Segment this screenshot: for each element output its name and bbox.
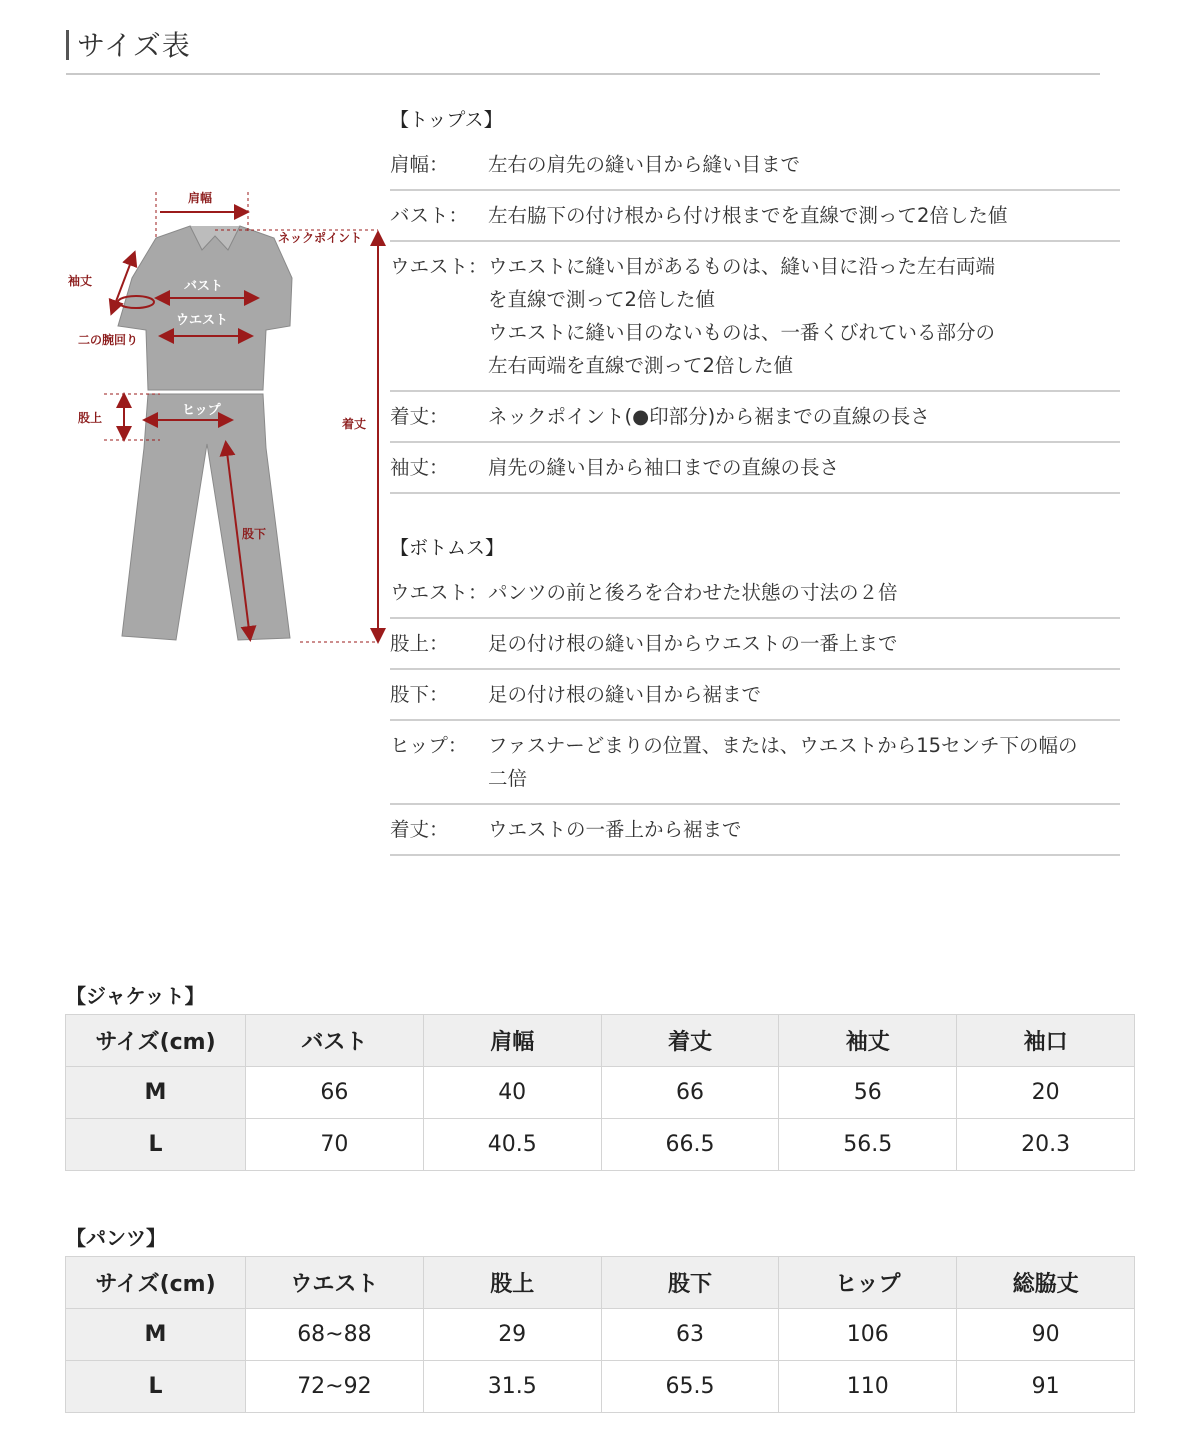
measurement-definitions	[390, 100, 1120, 856]
label-shoulder: 肩幅	[188, 191, 213, 205]
definition-desc	[488, 250, 1120, 382]
table-cell: 56.5	[779, 1119, 957, 1171]
column-header: 袖口	[957, 1015, 1135, 1067]
table-cell: 66	[246, 1067, 424, 1119]
definition-desc	[488, 199, 1120, 232]
definition-desc	[488, 627, 1120, 660]
definition-desc-line: 足の付け根の縫い目からウエストの一番上まで	[488, 632, 898, 655]
definition-desc	[488, 451, 1120, 484]
definition-term: ウエスト：	[390, 581, 488, 604]
definition-term: ウエスト：	[390, 255, 488, 278]
bottoms-definition-list	[390, 568, 1120, 856]
definition-desc	[488, 813, 1120, 846]
table-cell: 65.5	[601, 1361, 779, 1413]
table-cell: 110	[779, 1361, 957, 1413]
definition-term: 肩幅：	[390, 153, 449, 176]
size-label-cell: M	[66, 1309, 246, 1361]
definition-desc	[488, 576, 1120, 609]
label-bust: バスト	[184, 279, 224, 294]
definition-row	[390, 242, 1120, 392]
table-cell: 68~88	[246, 1309, 424, 1361]
page-title	[66, 24, 191, 64]
table-cell: 29	[423, 1309, 601, 1361]
definition-term: 着丈：	[390, 818, 449, 841]
column-header: サイズ(cm)	[66, 1015, 246, 1067]
pants-size-table	[65, 1256, 1135, 1413]
definition-desc-line: 左右脇下の付け根から付け根までを直線で測って2倍した値	[488, 204, 1008, 227]
definition-desc-line: ウエストの一番上から裾まで	[488, 818, 742, 841]
column-header: 股下	[601, 1257, 779, 1309]
column-header: ヒップ	[779, 1257, 957, 1309]
definition-row	[390, 140, 1120, 191]
definition-desc-line: ファスナーどまりの位置、または、ウエストから15センチ下の幅の	[488, 734, 1078, 757]
column-header: 着丈	[601, 1015, 779, 1067]
label-rise: 股上	[78, 411, 103, 425]
bottoms-heading: 【ボトムス】	[390, 537, 505, 559]
table-cell: 40	[423, 1067, 601, 1119]
definition-desc-line: 足の付け根の縫い目から裾まで	[488, 683, 762, 706]
table-row	[66, 1361, 1135, 1413]
tops-heading: 【トップス】	[390, 109, 503, 131]
definition-row	[390, 721, 1120, 805]
definition-term: ヒップ：	[390, 734, 468, 757]
table-cell: 70	[246, 1119, 424, 1171]
column-header: 肩幅	[423, 1015, 601, 1067]
title-accent-bar	[66, 30, 69, 60]
definition-desc	[488, 400, 1120, 433]
table-cell: 90	[957, 1309, 1135, 1361]
definition-desc-line: を直線で測って2倍した値	[488, 288, 715, 311]
column-header: ウエスト	[246, 1257, 424, 1309]
table-cell: 56	[779, 1067, 957, 1119]
definition-row	[390, 619, 1120, 670]
label-waist: ウエスト	[176, 313, 229, 328]
definition-desc-line: 左右の肩先の縫い目から縫い目まで	[488, 153, 801, 176]
label-length: 着丈	[342, 417, 367, 431]
definition-row	[390, 191, 1120, 242]
section-spacer	[390, 494, 1120, 528]
jacket-size-table	[65, 1014, 1135, 1171]
definition-desc-line: ウエストに縫い目のないものは、一番くびれている部分の	[488, 321, 996, 344]
column-header: 股上	[423, 1257, 601, 1309]
definition-desc-line: 左右両端を直線で測って2倍した値	[488, 354, 793, 377]
label-hip: ヒップ	[182, 403, 221, 418]
table-row	[66, 1119, 1135, 1171]
size-label-cell: L	[66, 1361, 246, 1413]
table-header-row	[66, 1257, 1135, 1309]
table-cell: 106	[779, 1309, 957, 1361]
pants-table-heading: 【パンツ】	[66, 1226, 166, 1250]
table-cell: 91	[957, 1361, 1135, 1413]
pants-shape	[122, 394, 290, 640]
definition-desc-line: パンツの前と後ろを合わせた状態の寸法の２倍	[488, 581, 898, 604]
title-divider	[66, 73, 1100, 75]
label-neck-point: ネックポイント	[278, 231, 363, 245]
definition-term: 股下：	[390, 683, 449, 706]
column-header: 袖丈	[779, 1015, 957, 1067]
definition-term: 袖丈：	[390, 456, 449, 479]
table-cell: 72~92	[246, 1361, 424, 1413]
label-upper-arm: 二の腕回り	[78, 333, 139, 347]
page-title-text: サイズ表	[77, 29, 191, 62]
column-header: サイズ(cm)	[66, 1257, 246, 1309]
definition-row	[390, 568, 1120, 619]
definition-desc-line: ネックポイント(●印部分)から裾までの直線の長さ	[488, 405, 930, 428]
definition-term: 着丈：	[390, 405, 449, 428]
definition-row	[390, 670, 1120, 721]
table-cell: 63	[601, 1309, 779, 1361]
garment-illustration	[60, 178, 390, 658]
label-sleeve: 袖丈	[68, 274, 93, 288]
table-cell: 20	[957, 1067, 1135, 1119]
definition-desc-line: 二倍	[488, 767, 528, 790]
jacket-table-heading: 【ジャケット】	[66, 984, 205, 1008]
definition-row	[390, 392, 1120, 443]
definition-desc-line: ウエストに縫い目があるものは、縫い目に沿った左右両端	[488, 255, 996, 278]
definition-desc	[488, 729, 1120, 795]
definition-row	[390, 805, 1120, 856]
definition-row	[390, 443, 1120, 494]
size-label-cell: L	[66, 1119, 246, 1171]
size-label-cell: M	[66, 1067, 246, 1119]
table-cell: 40.5	[423, 1119, 601, 1171]
label-inseam: 股下	[242, 527, 267, 541]
definition-desc-line: 肩先の縫い目から袖口までの直線の長さ	[488, 456, 840, 479]
definition-term: バスト：	[390, 204, 469, 227]
column-header: バスト	[246, 1015, 424, 1067]
table-cell: 31.5	[423, 1361, 601, 1413]
table-cell: 66.5	[601, 1119, 779, 1171]
table-row	[66, 1067, 1135, 1119]
table-header-row	[66, 1015, 1135, 1067]
table-cell: 66	[601, 1067, 779, 1119]
table-row	[66, 1309, 1135, 1361]
definition-desc	[488, 678, 1120, 711]
tops-definition-list	[390, 140, 1120, 494]
measurement-figure	[60, 178, 390, 658]
definition-desc	[488, 148, 1120, 181]
definition-term: 股上：	[390, 632, 449, 655]
column-header: 総脇丈	[957, 1257, 1135, 1309]
table-cell: 20.3	[957, 1119, 1135, 1171]
